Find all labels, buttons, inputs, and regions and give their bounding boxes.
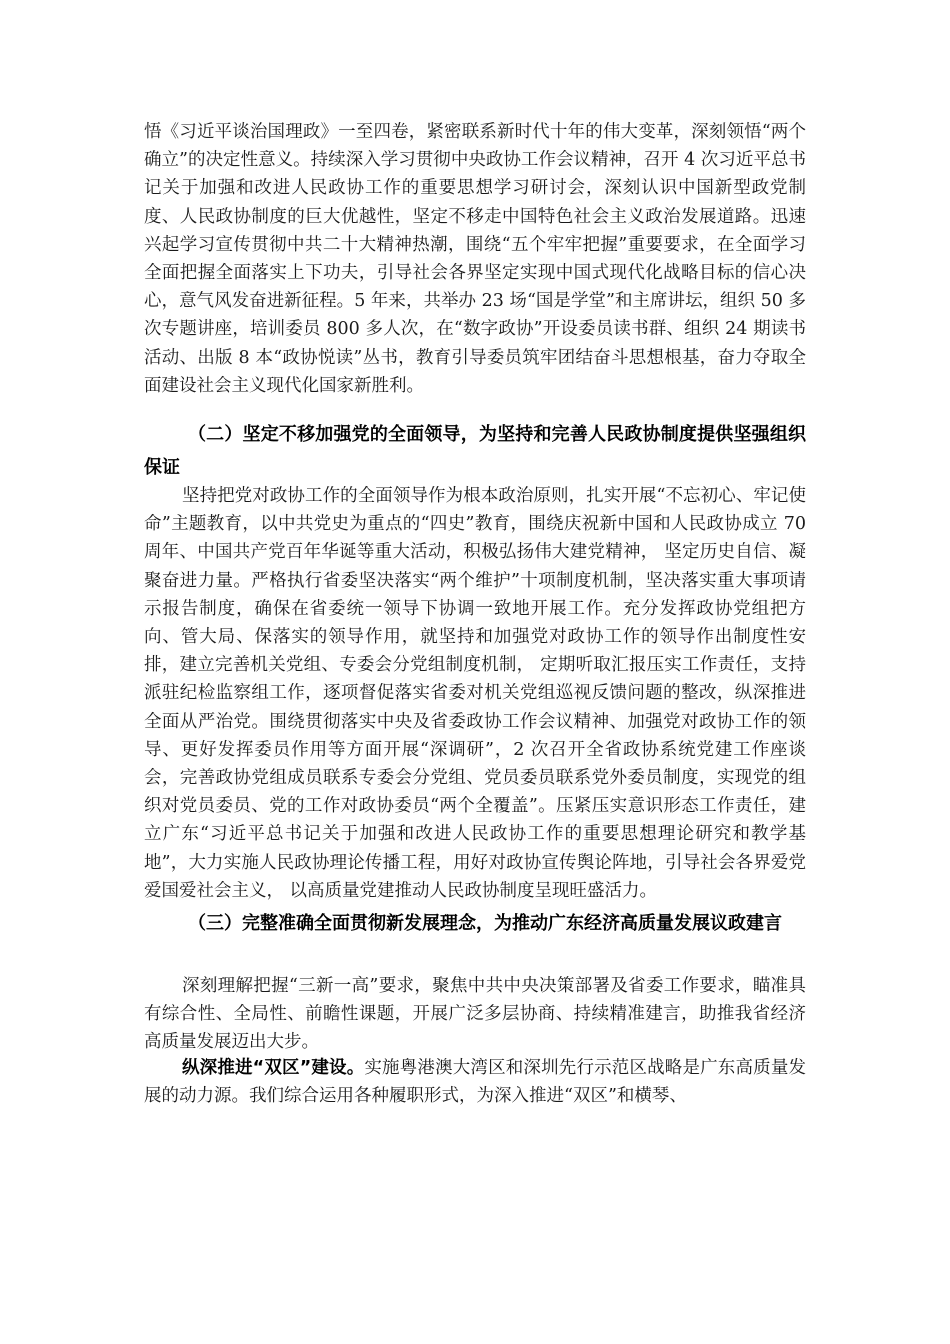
paragraph-lead-phrase: 纵深推进“双区”建设。 (182, 1058, 365, 1078)
section-heading-3: （三）完整准确全面贯彻新发展理念，为推动广东经济高质量发展议政建言 (188, 913, 782, 934)
section-heading-2: （二）坚定不移加强党的全面领导，为坚持和完善人民政协制度提供坚强组织保证 (144, 424, 806, 478)
paragraph-party-leadership: 坚持把党对政协工作的全面领导作为根本政治原则，扎实开展“不忘初心、牢记使命”主题教育，以中共党史为重点的“四史”教育，围绕庆祝新中国和人民政协成立 70 周年、中国共产党百年华诞等重大活动，积极弘扬伟大建党精神， 坚定历史自信、凝聚奋进力量。严格执行省委坚决落实“两个维护”十项制度机制，坚决落实重大事项请示报告制度，确保在省委统一领导下协调一致地开展工作。充分发挥政协党组把方向、管大局、保落实的领导作用，就坚持和加强党对政协工作的领导作出制度性安排，建立完善机关党组、专委会分党组制度机制， 定期听取汇报压实工作责任，支持派驻纪检监察组工作，逐项督促落实省委对机关党组巡视反馈问题的整改，纵深推进全面从严治党。围绕贯彻落实中央及省委政协工作会议精神、加强党对政协工作的领导、更好发挥委员作用等方面开展“深调研”，2 次召开全省政协系统党建工作座谈会，完善政协党组成员联系专委会分党组、党员委员联系党外委员制度，实现党的组织对党员委员、党的工作对政协委员“两个全覆盖”。压紧压实意识形态工作责任，建立广东“习近平总书记关于加强和改进人民政协工作的重要思想理论研究和教学基地”，大力实施人民政协理论传播工程，用好对政协宣传舆论阵地，引导社会各界爱党爱国爱社会主义， 以高质量党建推动人民政协制度呈现旺盛活力。 (144, 486, 806, 901)
paragraph-new-development: 深刻理解把握“三新一高”要求，聚焦中共中央决策部署及省委工作要求，瞄准具有综合性、全局性、前瞻性课题，开展广泛多层协商、持续精准建言，助推我省经济高质量发展迈出大步。 (144, 976, 806, 1053)
paragraph-dual-zone (144, 1054, 806, 1110)
paragraph-dual-zone-text: 实施粤港澳大湾区和深圳先行示范区战略是广东高质量发展的动力源。我们综合运用各种履职形式，为深入推进“双区”和横琴、 (144, 1058, 806, 1107)
paragraph-study-thought: 悟《习近平谈治国理政》一至四卷，紧密联系新时代十年的伟大变革，深刻领悟“两个确立”的决定性意义。持续深入学习贯彻中央政协工作会议精神，召开 4 次习近平总书记关于加强和改进人民政协工作的重要思想学习研讨会，深刻认识中国新型政党制度、人民政协制度的巨大优越性，坚定不移走中国特色社会主义政治发展道路。迅速兴起学习宣传贯彻中共二十大精神热潮，围绕“五个牢牢把握”重要要求，在全面学习全面把握全面落实上下功夫，引导社会各界坚定实现中国式现代化战略目标的信心决心，意气风发奋进新征程。5 年来，共举办 23 场“国是学堂”和主席讲坛，组织 50 多次专题讲座，培训委员 800 多人次，在“数字政协”开设委员读书群、组织 24 期读书活动、出版 8 本“政协悦读”丛书，教育引导委员筑牢团结奋斗思想根基，奋力夺取全面建设社会主义现代化国家新胜利。 (144, 122, 806, 396)
